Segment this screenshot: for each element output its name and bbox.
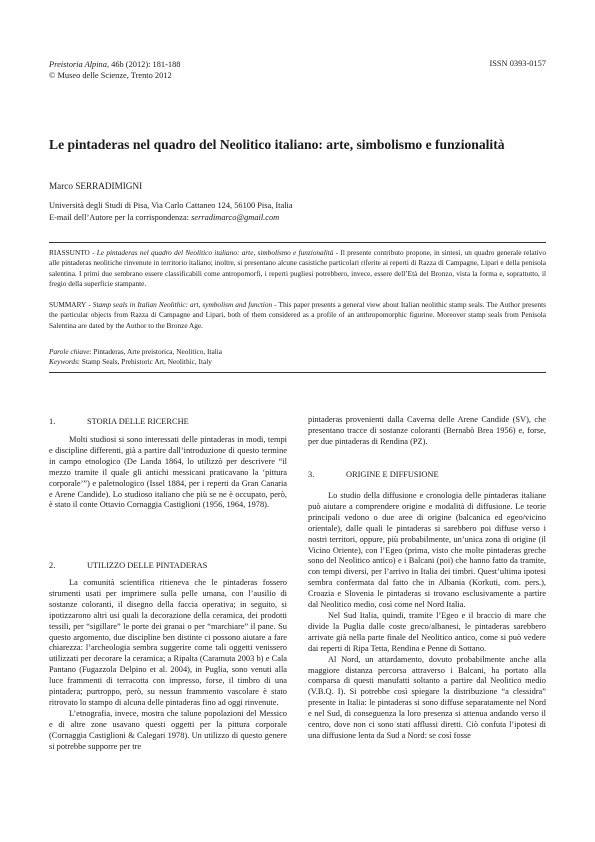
divider-top bbox=[49, 242, 546, 243]
section-title: ORIGINE E DIFFUSIONE bbox=[346, 470, 439, 479]
journal-citation bbox=[49, 59, 180, 70]
column-right-bottom bbox=[308, 491, 546, 742]
email-label: E-mail dell’Autore per la corrispondenza: bbox=[49, 213, 192, 222]
section-heading-2 bbox=[49, 561, 207, 570]
journal-name: Preistoria Alpina bbox=[49, 60, 107, 69]
keywords-it-text: : Pintaderas, Arte preistorica, Neolitico, Italia bbox=[89, 347, 222, 356]
journal-header bbox=[49, 59, 180, 81]
journal-volume: , 46b (2012): 181-188 bbox=[106, 60, 181, 69]
section-number: 2. bbox=[49, 561, 56, 570]
paragraph: pintaderas provenienti dalla Caverna delle Arene Candide (SV), che presentano tracce di sostanze coloranti (Bernabò Brea 1956) e, forse, per due pintaderas di Rendina (PZ). bbox=[308, 415, 546, 446]
issn: ISSN 0393-0157 bbox=[489, 59, 546, 68]
summary-lead: - Stamp seals in Italian Neolithic: art, symbolism and function bbox=[86, 300, 273, 309]
keywords-italian bbox=[49, 347, 546, 357]
keywords-block bbox=[49, 347, 546, 367]
riassunto-text: - Il presente contributo propone, in sintesi, un quadro generale relativo alle pintaderas neolitiche rinvenute in territorio italiano; inoltre, si presentano alcune casistiche particolari riferite ai reperti di Razza di Campagne, Lipari e della penisola salentina. I primi due sembrano essere classificabili come antropomorfi, i reperti pugliesi potrebbero, invece, essere dell’Età del Bronzo, vista la forma e, soprattutto, il fregio della superficie stampante. bbox=[49, 248, 546, 289]
keywords-it-label: Parole chiave bbox=[49, 347, 90, 356]
section-title: UTILIZZO DELLE PINTADERAS bbox=[87, 561, 208, 570]
email-link[interactable]: serradimarco@gmail.com bbox=[191, 213, 280, 222]
column-left-top bbox=[49, 435, 287, 511]
column-left-bottom bbox=[49, 578, 287, 753]
paragraph: Molti studiosi si sono interessati delle pintaderas in modi, tempi e discipline differenti, già a partire dall’introduzione di questo termine in campo etnologico (De Landa 1864, lo utilizzò per descrivere “il mezzo tramite il quale gli antichi messicani praticavano la ‘pittura corporale’”) e paletnologico (Issel 1884, per i reperti da Gran Canaria e Arene Candide). Lo studioso italiano che più se ne è occupato, però, è stato il conte Ottavio Cornaggia Castiglioni (1956, 1964, 1978). bbox=[49, 435, 287, 510]
keywords-en-label: Keywords bbox=[49, 357, 78, 366]
article-title: Le pintaderas nel quadro del Neolitico italiano: arte, simbolismo e funzionalità bbox=[49, 137, 505, 152]
abstract-italian bbox=[49, 248, 546, 290]
abstract-english bbox=[49, 300, 546, 331]
paragraph: L’etnografia, invece, mostra che talune popolazioni del Messico e di altre zone usavano questi oggetti per la pittura corporale (Cornaggia Castiglioni & Calegari 1978). Un utilizzo di questo genere si potrebbe supporre per tre bbox=[49, 708, 287, 751]
keywords-en-text: : Stamp Seals, Prehistoric Art, Neolithic, Italy bbox=[77, 357, 212, 366]
copyright-line: © Museo delle Scienze, Trento 2012 bbox=[49, 71, 172, 80]
paragraph: Lo studio della diffusione e cronologia delle pintaderas italiane può aiutare a comprendere origine e modalità di diffusione. Le teorie principali vedono o due aree di origine (balcanica ed egeo/vicino orientale), dalle quali le pintaderas si sarebbero poi diffuse verso i nostri territori, oppure, più probabilmente, un’unica zona di origine (il Vicino Oriente), con l’Egeo (prima, visto che molte pintaderas greche sono del Neolitico antico) e i Balcani (poi) che hanno fatto da tramite, con tempi diversi, per l’arrivo in Italia dei timbri. Quest’ultima ipotesi sembra confermata dal fatto che in Albania (Korkuti, com. pers.), Croazia e Slovenia le pintaderas si trovano esclusivamente a partire dal Neolitico medio, così come nel Nord Italia. bbox=[308, 491, 546, 610]
affiliation: Università degli Studi di Pisa, Via Carlo Cattaneo 124, 56100 Pisa, Italia bbox=[49, 201, 293, 210]
column-right-top bbox=[308, 415, 546, 448]
paragraph: Al Nord, un attardamento, dovuto probabilmente anche alla maggiore distanza percorsa attraverso i Balcani, ha portato alla comparsa di questi manufatti soltanto a partire dal Neolitico medio (V.B.Q. I). Si potrebbe così spiegare la distribuzione “a clessidra” presente in Italia: le pintaderas si sono diffuse separatamente nel Nord e nel Sud, di conseguenza la loro presenza si attenua andando verso il centro, dove non ci sono stati afflussi diretti. Ciò confuta l’ipotesi di una diffusione lenta da Sud a Nord: se così fosse bbox=[308, 654, 546, 740]
section-number: 3. bbox=[308, 470, 315, 479]
riassunto-lead: - Le pintaderas nel quadro del Neolitico italiano: arte, simbolismo e funzionalità bbox=[89, 248, 334, 257]
section-heading-3 bbox=[308, 470, 439, 479]
paragraph: Nel Sud Italia, quindi, tramite l’Egeo e il braccio di mare che divide la Puglia dalle coste greco/albanesi, le pintaderas sarebbero arrivate già nella parte finale del Neolitico antico, come si può vedere dai reperti di Ripa Tetta, Rendina e Penne di Sottano. bbox=[308, 610, 546, 653]
affiliation-block bbox=[49, 200, 293, 224]
section-title: STORIA DELLE RICERCHE bbox=[87, 417, 189, 426]
summary-text: - This paper presents a general view about Italian neolithic stamp seals. The Author presents the particular objects from Razza di Campagne and Lipari, both of them considered as a profile of an anthropomorphic figurine. Moreover stamp seals from Penisola Salentina are dated by the Author to the Bronze Age. bbox=[49, 300, 546, 330]
paragraph: La comunità scientifica ritieneva che le pintaderas fossero strumenti usati per imprimere sulla pelle umana, con l’ausilio di sostanze coloranti, il disegno della faccia operativa; in seguito, si ipotizzarono altri usi quali la decorazione della ceramica, dei prodotti tessili, per “sigillare” le porte dei granai o per “marchiare” il pane. Su questo argomento, due discipline ben distinte ci possono aiutare a fare chiarezza: l’archeologia sembra suggerire come tali oggetti venissero utilizzati per decorare la ceramica; a Ripalta (Caramuta 2003 b) e Cala Pantano (Fugazzola Delpino et al. 2004), in Puglia, sono venuti alla luce frammenti di terracotta con impresso, forse, il timbro di una pintadera; purtroppo, però, su nessun frammento vascolare è stato ritrovato lo stampo di alcuna delle pintaderas fino ad oggi rinvenute. bbox=[49, 578, 287, 707]
keywords-english bbox=[49, 357, 546, 367]
email-line bbox=[49, 212, 293, 224]
section-heading-1 bbox=[49, 417, 189, 426]
riassunto-label: RIASSUNTO bbox=[49, 248, 90, 257]
author-name: Marco SERRADIMIGNI bbox=[49, 181, 143, 191]
divider-bottom bbox=[49, 372, 546, 373]
summary-label: SUMMARY bbox=[49, 300, 87, 309]
section-number: 1. bbox=[49, 417, 56, 426]
